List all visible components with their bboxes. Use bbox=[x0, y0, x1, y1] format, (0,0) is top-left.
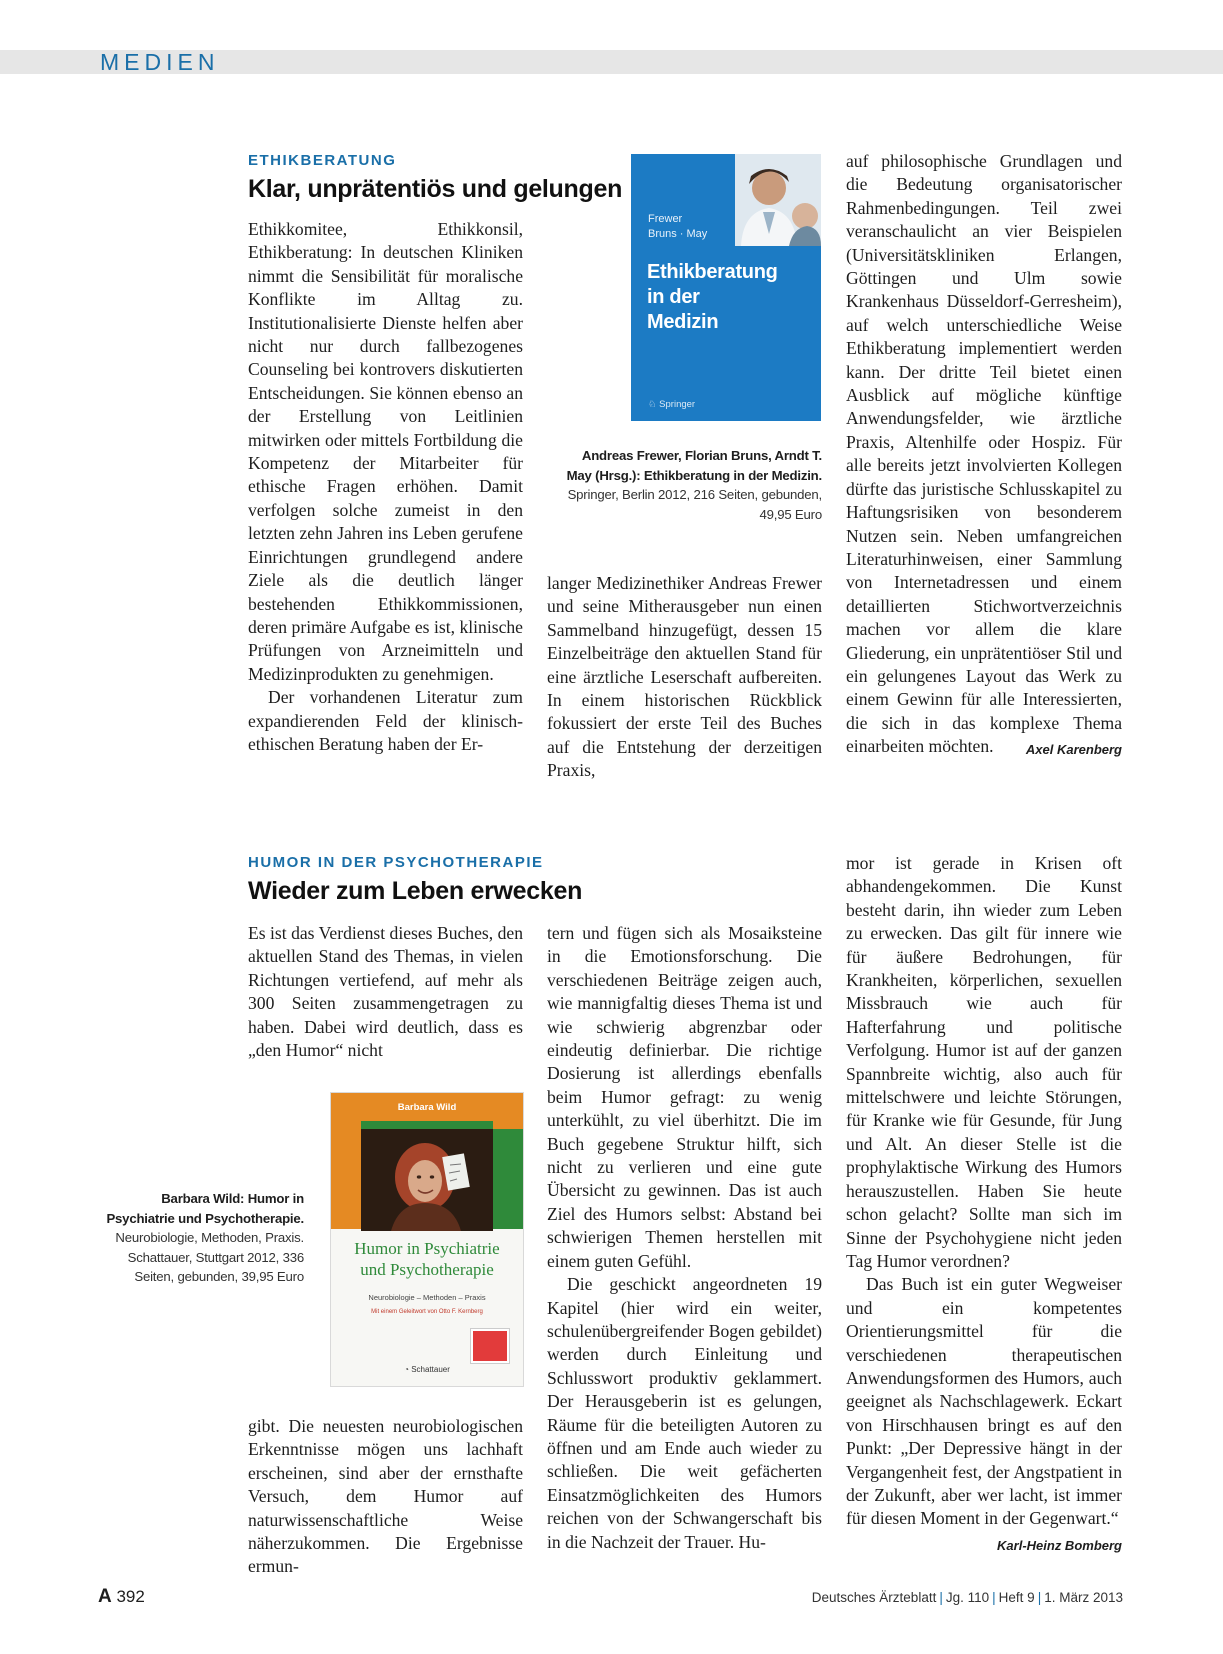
schattauer-logo-icon: ◔ bbox=[404, 1365, 409, 1374]
review2-caption-details: Neurobiologie, Methoden, Praxis. Schattauer, Stuttgart 2012, 336 Seiten, gebunden, 39,95 Euro bbox=[115, 1230, 304, 1284]
review2-paragraph: tern und fügen sich als Mosaiksteine in die Emotionsforschung. Die verschiedenen Beiträge zeigen auch, wie mannigfaltig dieses Thema ist und wie schwierig abgrenzbar oder eindeutig definierbar. Die richtige Dosierung ist allerdings ebenfalls beim Humor gefragt: zu wenig unterkühlt, zu viel überhitzt. Die im Buch gegebene Struktur hilft, sich nicht zu verlieren und eine gute Übersicht zu gewinnen. Das ist auch Ziel des Humors selbst: Abstand bei schwierigen Themen herstellen mit einem guten Gefühl. bbox=[547, 923, 822, 1271]
journal-issue: Heft 9 bbox=[998, 1590, 1035, 1605]
review2-headline: Wieder zum Leben erwecken bbox=[248, 877, 583, 905]
review1-column-3 bbox=[846, 150, 1122, 762]
cover-foreword: Mit einem Geleitwort von Otto F. Kernberg bbox=[371, 1309, 483, 1315]
review2-paragraph: Die geschickt angeordneten 19 Kapitel (hier wird ein weiter, schulenübergreifender Bogen gebildet) werden durch Einleitung und Schlusswort produktiv geklammert. Der Herausgeberin ist es gelungen, Räume für die beteiligten Autoren zu öffnen und am Ende auch wieder zu schließen. Die weit gefächerten Einsatzmöglichkeiten des Humors reichen von der Schwangerschaft bis in die Nachzeit der Trauer. Hu- bbox=[547, 1274, 822, 1552]
cover-publisher: ◔ Schattauer bbox=[404, 1365, 450, 1374]
review2-kicker: HUMOR IN DER PSYCHOTHERAPIE bbox=[248, 854, 544, 871]
review2-paragraph: mor ist gerade in Krisen oft abhandengekommen. Die Kunst besteht darin, ihn wieder zum Leben zu erwecken. Das gilt für innere wie für äußere Bedrohungen, für Krankheiten, körperlichen, sexuellen Missbrauch wie auch für Hafterfahrung und politische Verfolgung. Humor ist auf der ganzen Spannbreite wichtig, also auch für mittelschwere und leichte Störungen, für Kranke wie für Gesunde, für Jung und Alt. An dieser Stelle ist die prophylaktische Wirkung des Humors herauszustellen. Haben Sie heute schon gelacht? Sollte man sich im Sinne der Psychohygiene nicht jeden Tag Humor verordnen? bbox=[846, 853, 1122, 1271]
review2-caption-title: Barbara Wild: Humor in Psychiatrie und Psychotherapie. bbox=[106, 1191, 304, 1226]
book-cover-ethikberatung bbox=[631, 154, 821, 421]
review1-paragraph: Ethikkomitee, Ethikkonsil, Ethikberatung: In deutschen Kliniken nimmt die Sensibilität für moralische Konflikte im Alltag zu. Institutionalisierte Dienste helfen aber nicht nur durch fallbezogenes Counseling bei kontrovers diskutierten Entscheidungen. Sie können ebenso an der Erstellung von Leitlinien mitwirken oder mittels Fortbildung die Kompetenz der Mitarbeiter für ethische Fragen erhöhen. Damit verfolgen solche zumeist in den letzten zehn Jahren ins Leben gerufene Einrichtungen grundlegend andere Ziele als die deutlich länger bestehenden Ethikkommissionen, deren primäre Aufgabe es ist, klinische Prüfungen von Arzneimitteln und Medizinprodukten zu genehmigen. bbox=[248, 219, 523, 684]
review1-paragraph: Der vorhandenen Literatur zum expandierenden Feld der klinisch-ethischen Beratung haben der Er- bbox=[248, 687, 523, 754]
springer-logo-icon: ♘ bbox=[648, 399, 657, 410]
review2-column-2 bbox=[547, 922, 822, 1554]
cover-publisher: ♘ Springer bbox=[648, 399, 696, 410]
review1-author: Axel Karenberg bbox=[1025, 742, 1122, 758]
book-cover-humor bbox=[330, 1092, 524, 1387]
review1-paragraph: langer Medizinethiker Andreas Frewer und seine Mitherausgeber nun einen Sammelband hinzugefügt, dessen 15 Einzelbeiträge den aktuellen Stand für eine ärztliche Leserschaft aufbereiten. In einem historischen Rückblick fokussiert der erste Teil des Buches auf die Entstehung der derzeitigen Praxis, bbox=[547, 573, 822, 781]
review2-column-1-top bbox=[248, 922, 523, 1062]
cover-painting-image bbox=[361, 1121, 493, 1231]
review1-column-2 bbox=[547, 572, 822, 783]
review2-column-3 bbox=[846, 852, 1122, 1557]
review2-author: Karl-Heinz Bomberg bbox=[997, 1537, 1122, 1553]
cover-badge-icon bbox=[471, 1329, 509, 1363]
cover-subtitle: Neurobiologie – Methoden – Praxis bbox=[368, 1293, 486, 1302]
review1-caption-details: Springer, Berlin 2012, 216 Seiten, gebunden, 49,95 Euro bbox=[567, 487, 822, 522]
review2-paragraph: gibt. Die neuesten neurobiologischen Erkenntnisse mögen uns lachhaft erscheinen, sind aber der ernsthafte Versuch, dem Humor auf naturwissenschaftliche Weise näherzukommen. Die Ergebnisse ermun- bbox=[248, 1416, 523, 1577]
review1-headline: Klar, unprätentiös und gelungen bbox=[248, 175, 623, 203]
review1-kicker: ETHIKBERATUNG bbox=[248, 152, 397, 169]
cover-author: Barbara Wild bbox=[397, 1102, 457, 1113]
cover-title: Humor in Psychiatrie und Psychotherapie bbox=[354, 1239, 500, 1279]
review2-paragraph: Das Buch ist ein guter Wegweiser und ein kompetentes Orientierungsmittel für die verschiedenen therapeutischen Anwendungsformen des Humors, auch geeignet als Nachschlagewerk. Eckart von Hirschhausen bringt es auf den Punkt: „Der Depressive hängt in der Vergangenheit fest, der Angstpatient in der Zukunft, aber wer lacht, ist immer für diesen Moment in der Gegenwart.“ Karl-Heinz Bomberg bbox=[846, 1273, 1122, 1530]
review2-paragraph: Es ist das Verdienst dieses Buches, den aktuellen Stand des Themas, in vielen Richtungen vertiefend, auf mehr als 300 Seiten zusammengetragen zu haben. Dabei wird deutlich, dass es „den Humor“ nicht bbox=[248, 923, 523, 1061]
cover-authors: Frewer Bruns · May bbox=[648, 213, 708, 240]
review1-paragraph: auf philosophische Grundlagen und die Bedeutung organisatorischer Rahmenbedingungen. Teil zwei veranschaulicht an vier Beispielen (Universitätskliniken Erlangen, Göttingen und Ulm sowie Krankenhaus Düsseldorf-Gerresheim), auf welch unterschiedliche Weise Ethikberatung implementiert werden kann. Der dritte Teil bietet einen Ausblick auf mögliche künftige Anwendungsfelder, wie ärztliche Praxis, Altenhilfe oder Hospiz. Für alle bereits jetzt involvierten Kollegen dürfte das juristische Schlusskapitel zu Haftungsrisiken von besonderem Nutzen sein. Neben umfangreichen Literaturhinweisen, einer Sammlung von Internetadressen und einem detaillierten Stichwortverzeichnis machen vor allem die klare Gliederung, ein unprätentiöser Stil und ein gelungenes Layout das Werk zu einem Gewinn für alle Interessierten, die sich in das komplexe Thema einarbeiten möchten. Axel Karenberg bbox=[846, 150, 1122, 759]
journal-date: 1. März 2013 bbox=[1044, 1590, 1123, 1605]
journal-name: Deutsches Ärzteblatt bbox=[811, 1590, 937, 1605]
page-number: A 392 bbox=[98, 1586, 145, 1607]
section-label: MEDIEN bbox=[100, 49, 220, 75]
review1-caption-title: Andreas Frewer, Florian Bruns, Arndt T. May (Hrsg.): Ethikberatung in der Medizin. bbox=[566, 448, 822, 483]
review2-caption bbox=[104, 1189, 304, 1287]
journal-info: Deutsches Ärzteblatt | Jg. 110 | Heft 9 | 1. März 2013 bbox=[811, 1590, 1123, 1605]
review1-column-1 bbox=[248, 218, 523, 756]
cover-title: Ethikberatung in der Medizin bbox=[647, 261, 778, 333]
review2-column-1-bottom bbox=[248, 1415, 523, 1579]
journal-volume: Jg. 110 bbox=[945, 1590, 990, 1605]
review1-caption bbox=[562, 446, 822, 524]
